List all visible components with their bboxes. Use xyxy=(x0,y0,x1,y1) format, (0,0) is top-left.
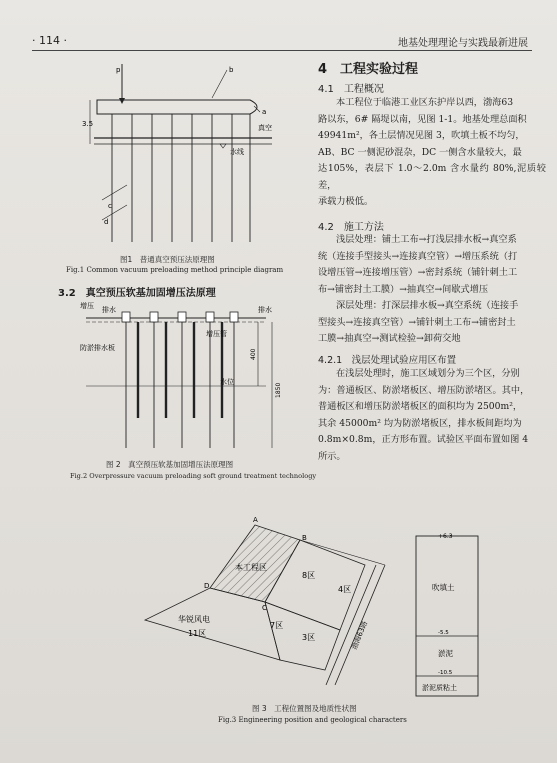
map-zone-7: 7区 xyxy=(270,621,284,630)
fig1-label-c: c xyxy=(108,202,112,210)
fig2-label-board: 防淤排水板 xyxy=(80,344,115,352)
fig1-label-p: p xyxy=(116,66,121,74)
figure-3-caption-en: Fig.3 Engineering position and geological characters xyxy=(218,716,407,724)
figure-1-caption-en: Fig.1 Common vacuum preloading method principle diagram xyxy=(66,266,284,274)
map-zone-11: 11区 xyxy=(188,629,207,638)
fig2-dim-1850: 1850 xyxy=(275,382,282,398)
journal-title: 地基处理理论与实践最新进展 xyxy=(398,38,528,49)
fig1-label-water: 水线 xyxy=(230,148,244,156)
fig2-label-drain: 排水 xyxy=(102,306,116,314)
text-line: 承载力极低。 xyxy=(318,196,374,207)
fig2-label-boost: 增压 xyxy=(80,302,94,310)
soil-depth-2: -10.5 xyxy=(438,670,453,676)
fig2-label-pipe: 增压管 xyxy=(206,330,227,338)
fig2-dim-400: 400 xyxy=(250,348,257,360)
soil-layer-fill: 吹填土 xyxy=(432,583,455,592)
text-line: 浅层处理：铺土工布→打浅层排水板→真空系 xyxy=(336,234,517,245)
map-zone-main: 本工程区 xyxy=(235,563,267,572)
section-4-1-body xyxy=(318,95,546,211)
section-4-heading: 4 工程实验过程 xyxy=(318,62,419,77)
text-line: 本工程位于临港工业区东护岸以西，渤海63 xyxy=(336,97,514,108)
figure-2-caption: 图 2 真空预压软基加固增压法原理图 xyxy=(106,460,234,469)
text-line: 其余 45000m² 均为防淤堵板区，排水板间距均为 xyxy=(318,417,522,429)
running-header xyxy=(32,34,532,51)
figure-3-caption: 图 3 工程位置图及地质性状图 xyxy=(252,704,357,713)
text-line: 工膜→抽真空→测试检验→卸荷交地 xyxy=(318,333,461,344)
text-line: 布→铺密封土工膜）→抽真空→间歇式增压 xyxy=(318,283,489,295)
map-point-d: D xyxy=(204,582,210,590)
text-line: 设增压管→连接增压管）→密封系统（铺针刺土工 xyxy=(318,267,518,278)
text-line: 为：普通板区、防淤堵板区、增压防淤堵区。其中， xyxy=(318,384,530,396)
section-4-1-heading: 4.1 工程概况 xyxy=(318,84,384,95)
text-line: 49941m²，各土层情况见图 3，吹填土板不均匀， xyxy=(318,130,525,141)
fig1-label-d: d xyxy=(104,218,109,226)
figure-1-caption: 图1 普通真空预压法原理图 xyxy=(120,255,215,264)
text-line: 统（连接手型接头→连接真空管）→增压系统（打 xyxy=(318,250,518,262)
text-line: 普通板区和增压防淤堵板区的面积均为 2500m²， xyxy=(318,401,523,412)
soil-layer-clay: 淤泥质粘土 xyxy=(422,684,457,692)
fig1-label-real: 真空 xyxy=(258,124,272,132)
map-zone-8: 8区 xyxy=(302,571,316,580)
map-zone-4: 4区 xyxy=(338,585,352,594)
map-road-label: 渤海63路 xyxy=(350,620,370,651)
soil-depth-1: -5.5 xyxy=(438,630,449,636)
text-line: AB、BC 一侧泥砂混杂，DC 一侧含水量较大，最 xyxy=(318,146,522,158)
section-4-2-1-body xyxy=(318,366,546,465)
figure-3-map xyxy=(140,510,390,685)
page-number: · 114 · xyxy=(32,34,67,47)
text-line: 0.8m×0.8m，正方形布置。试验区平面布置如图 4 xyxy=(318,434,529,445)
text-line: 达105%，表层下 1.0～2.0m 含水量约 80%,泥质较差， xyxy=(318,163,546,191)
map-zone-11-name: 华锐风电 xyxy=(178,615,210,624)
fig1-dim: 3.5 xyxy=(82,120,94,128)
text-line: 所示。 xyxy=(318,450,346,462)
section-4-2-heading: 4.2 施工方法 xyxy=(318,222,384,233)
soil-layer-silt: 淤泥 xyxy=(438,649,453,658)
figure-2-diagram xyxy=(80,298,290,456)
text-line: 在浅层处理时，施工区域划分为三个区，分别 xyxy=(336,368,520,379)
map-zone-3: 3区 xyxy=(302,633,316,642)
section-4-2-body xyxy=(318,232,546,348)
section-3-2-heading: 3.2 真空预压软基加固增压法原理 xyxy=(58,288,216,299)
figure-1-diagram xyxy=(82,60,282,252)
figure-3-soil-column xyxy=(408,528,488,700)
text-line: 路以东，6# 隔堤以南，见图 1-1。地基处理总面积 xyxy=(318,113,527,125)
map-point-c: C xyxy=(262,604,267,612)
fig1-label-a: a xyxy=(262,108,267,116)
fig1-label-b: b xyxy=(229,66,234,74)
fig2-label-drain-right: 排水 xyxy=(258,306,272,314)
fig2-label-water: 水位 xyxy=(220,378,234,386)
text-line: 型接头→连接真空管）→铺针刺土工布→铺密封土 xyxy=(318,316,516,328)
map-point-b: B xyxy=(302,534,307,542)
text-line: 深层处理：打深层排水板→真空系统（连接手 xyxy=(336,300,519,311)
soil-top-elevation: +6.3 xyxy=(438,533,453,540)
figure-2-caption-en: Fig.2 Overpressure vacuum preloading soft ground treatment technology xyxy=(70,472,317,480)
map-point-a: A xyxy=(253,516,258,524)
section-4-2-1-heading: 4.2.1 浅层处理试验应用区布置 xyxy=(318,355,457,366)
